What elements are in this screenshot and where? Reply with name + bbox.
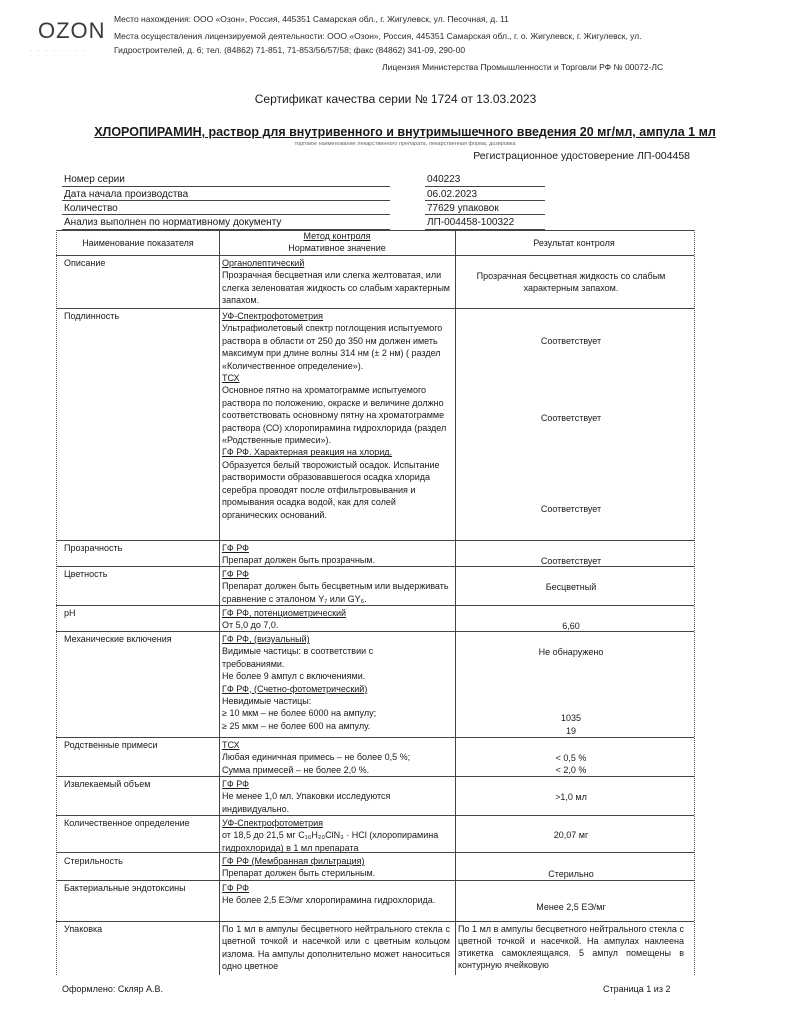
method-label: УФ-Спектрофотометрия — [222, 311, 323, 321]
info-label: Дата начала производства — [64, 189, 189, 200]
row-result-packaging: По 1 мл в ампулы бесцветного нейтрального стекла с цветной точкой и насечкой. На ампулах наклеена этикетка самоклеящаяся. 5 ампул помещены в контурную ячейковую — [458, 924, 684, 970]
row-norm-ph — [222, 607, 450, 632]
row-result-identity-3: Соответствует — [540, 504, 602, 514]
info-value: 06.02.2023 — [427, 189, 478, 200]
method-label: ГФ РФ (Мембранная фильтрация) — [222, 856, 365, 866]
address-line-3: Гидростроителей, д. 6; тел. (84862) 71-851, 71-853/56/57/58; факс (84862) 341-09, 290-00 — [114, 45, 466, 55]
row-name-volume: Извлекаемый объем — [64, 779, 151, 789]
row-norm-clarity — [222, 542, 450, 567]
row-name-description: Описание — [64, 258, 106, 268]
row-result-identity-2: Соответствует — [540, 413, 602, 423]
logo-text: OZON — [38, 18, 106, 43]
company-logo: OZON · · · · · · · · — [30, 18, 106, 54]
method-label: ГФ РФ — [222, 569, 249, 579]
license-text: Лицензия Министерства Промышленности и Торговли РФ № 00072-ЛС — [382, 62, 664, 72]
row-norm-endotoxins — [222, 882, 450, 907]
prepared-by: Оформлено: Скляр А.В. — [62, 984, 164, 994]
method-label: ГФ РФ — [222, 543, 249, 553]
norm-text: Не более 2,5 ЕЭ/мг хлоропирамина гидрохлорида. — [222, 895, 436, 906]
col-header-name: Наименование показателя — [82, 238, 194, 248]
row-result-ph: 6,60 — [562, 621, 580, 631]
norm-text: Не менее 1,0 мл. Упаковки исследуются индивидуально. — [222, 791, 391, 814]
row-norm-description — [222, 257, 450, 307]
col-header-result: Результат контроля — [533, 238, 615, 248]
info-label: Количество — [64, 203, 118, 214]
norm-text: от 18,5 до 21,5 мг C₁₆H₂₀ClN₃ · HCl (хлоропирамина гидрохлорида) в 1 мл препарата — [222, 830, 439, 853]
registration-number: Регистрационное удостоверение ЛП-004458 — [473, 150, 690, 162]
product-caption: торговое наименование лекарственного препарата, лекарственная форма, дозировка — [294, 141, 516, 147]
info-label: Номер серии — [64, 174, 125, 185]
method-label: ТСХ — [222, 740, 240, 750]
row-name-mech: Механические включения — [64, 634, 172, 644]
row-result-color: Бесцветный — [545, 582, 597, 592]
method-label: ГФ РФ — [222, 779, 249, 789]
page-number: Страница 1 из 2 — [603, 984, 671, 994]
method-label: ГФ РФ, (Счетно-фотометрический) — [222, 683, 368, 694]
norm-text: Любая единичная примесь – не более 0,5 %; — [222, 752, 411, 763]
norm-text: Прозрачная бесцветная или слегка желтоватая, или слегка зеленоватая жидкость со слабым характерным запахом. — [222, 270, 450, 306]
row-norm-packaging: По 1 мл в ампулы бесцветного нейтрального стекла с цветной точкой и насечкой или с цветным кольцом излома. На ампулы дополнительно может наноситься одно цветное — [222, 924, 450, 972]
row-result-mech-2: 1035 — [560, 713, 582, 723]
norm-text: Не более 9 ампул с включениями. — [222, 671, 366, 682]
row-norm-assay — [222, 817, 450, 854]
norm-text: Препарат должен быть стерильным. — [222, 868, 376, 879]
norm-text: Ультрафиолетовый спектр поглощения испытуемого раствора в области от 250 до 350 нм должен иметь максимум при длине волны 314 нм (± 2 нм) ( раздел «Количественное определение»). — [222, 323, 443, 371]
method-label: ГФ РФ. Характерная реакция на хлорид. — [222, 447, 393, 458]
row-norm-identity — [222, 310, 450, 521]
info-value: 77629 упаковок — [427, 203, 499, 214]
col-header-norm: Нормативное значение — [288, 243, 386, 253]
address-line-1: Место нахождения: ООО «Озон», Россия, 445351 Самарская обл., г. Жигулевск, ул. Песочная, д. 11 — [114, 14, 509, 24]
info-value: 040223 — [427, 174, 461, 185]
norm-text: Образуется белый творожистый осадок. Испытание растворимости образовавшегося осадка хлорида серебра проводят после отфильтровывания и промывания осадка водой, как для солей органических оснований. — [222, 459, 440, 520]
norm-text: От 5,0 до 7,0. — [222, 620, 279, 631]
method-label: УФ-Спектрофотометрия — [222, 818, 323, 828]
row-name-identity: Подлинность — [64, 311, 120, 321]
norm-text: Препарат должен быть прозрачным. — [222, 555, 376, 566]
row-result-mech-3: 19 — [565, 726, 576, 736]
row-result-assay: 20,07 мг — [553, 830, 589, 840]
row-result-sterility: Стерильно — [548, 869, 594, 879]
norm-text: ≥ 10 мкм – не более 6000 на ампулу; — [222, 708, 377, 719]
row-name-clarity: Прозрачность — [64, 543, 123, 553]
row-name-endotoxins: Бактериальные эндотоксины — [64, 883, 186, 893]
row-result-description: Прозрачная бесцветная жидкость со слабым характерным запахом. — [476, 271, 666, 293]
row-result-endotoxins: Менее 2,5 ЕЭ/мг — [536, 902, 606, 912]
norm-text: Препарат должен быть бесцветным или выдерживать сравнение с эталоном Y₇ или GY₆. — [222, 581, 449, 604]
row-norm-sterility — [222, 855, 450, 880]
info-label: Анализ выполнен по нормативному документу — [64, 217, 282, 228]
norm-text: Невидимые частицы: — [222, 696, 312, 707]
norm-text: Сумма примесей – не более 2,0 %. — [222, 764, 370, 775]
product-name: ХЛОРОПИРАМИН, раствор для внутривенного и внутримышечного введения 20 мг/мл, ампула 1 мл — [94, 125, 716, 139]
certificate-title: Сертификат качества серии № 1724 от 13.03.2023 — [254, 92, 537, 106]
row-name-ph: pH — [64, 608, 76, 618]
row-name-sterility: Стерильность — [64, 856, 123, 866]
row-name-packaging: Упаковка — [64, 924, 103, 934]
row-result-related-2: < 2,0 % — [555, 765, 587, 775]
row-result-related-1: < 0,5 % — [555, 753, 587, 763]
method-label: Органолептический — [222, 258, 305, 268]
method-label: ГФ РФ — [222, 883, 249, 893]
row-result-clarity: Соответствует — [540, 556, 602, 566]
norm-text: Основное пятно на хроматограмме испытуемого раствора по положению, окраске и величине должно соответствовать основному пятну на хроматограмме раствора (СО) хлоропирамина гидрохлорида (раздел «Родственные примеси»). — [222, 385, 447, 446]
row-name-related: Родственные примеси — [64, 740, 158, 750]
row-norm-related — [222, 739, 450, 776]
norm-text: ≥ 25 мкм – не более 600 на ампулу. — [222, 720, 371, 731]
row-norm-mech — [222, 633, 450, 732]
row-name-assay: Количественное определение — [64, 818, 190, 828]
row-norm-volume — [222, 778, 450, 815]
norm-text: Видимые частицы: в соответствии с требованиями. — [222, 646, 374, 669]
row-result-mech-1: Не обнаружено — [538, 647, 604, 657]
row-result-identity-1: Соответствует — [540, 336, 602, 346]
row-name-color: Цветность — [64, 569, 108, 579]
method-label: ГФ РФ, (визуальный) — [222, 634, 310, 644]
method-label: ГФ РФ, потенциометрический — [222, 608, 347, 618]
row-result-volume: >1,0 мл — [555, 792, 587, 802]
row-norm-color — [222, 568, 450, 605]
address-line-2: Места осуществления лицензируемой деятельности: ООО «Озон», Россия, 445351 Самарская обл., г. о. Жигулевск, г. Жигулевск, ул. — [114, 31, 642, 41]
col-header-method: Метод контроля — [303, 231, 371, 241]
method-label: ТСХ — [222, 373, 240, 384]
info-value: ЛП-004458-100322 — [427, 217, 515, 228]
